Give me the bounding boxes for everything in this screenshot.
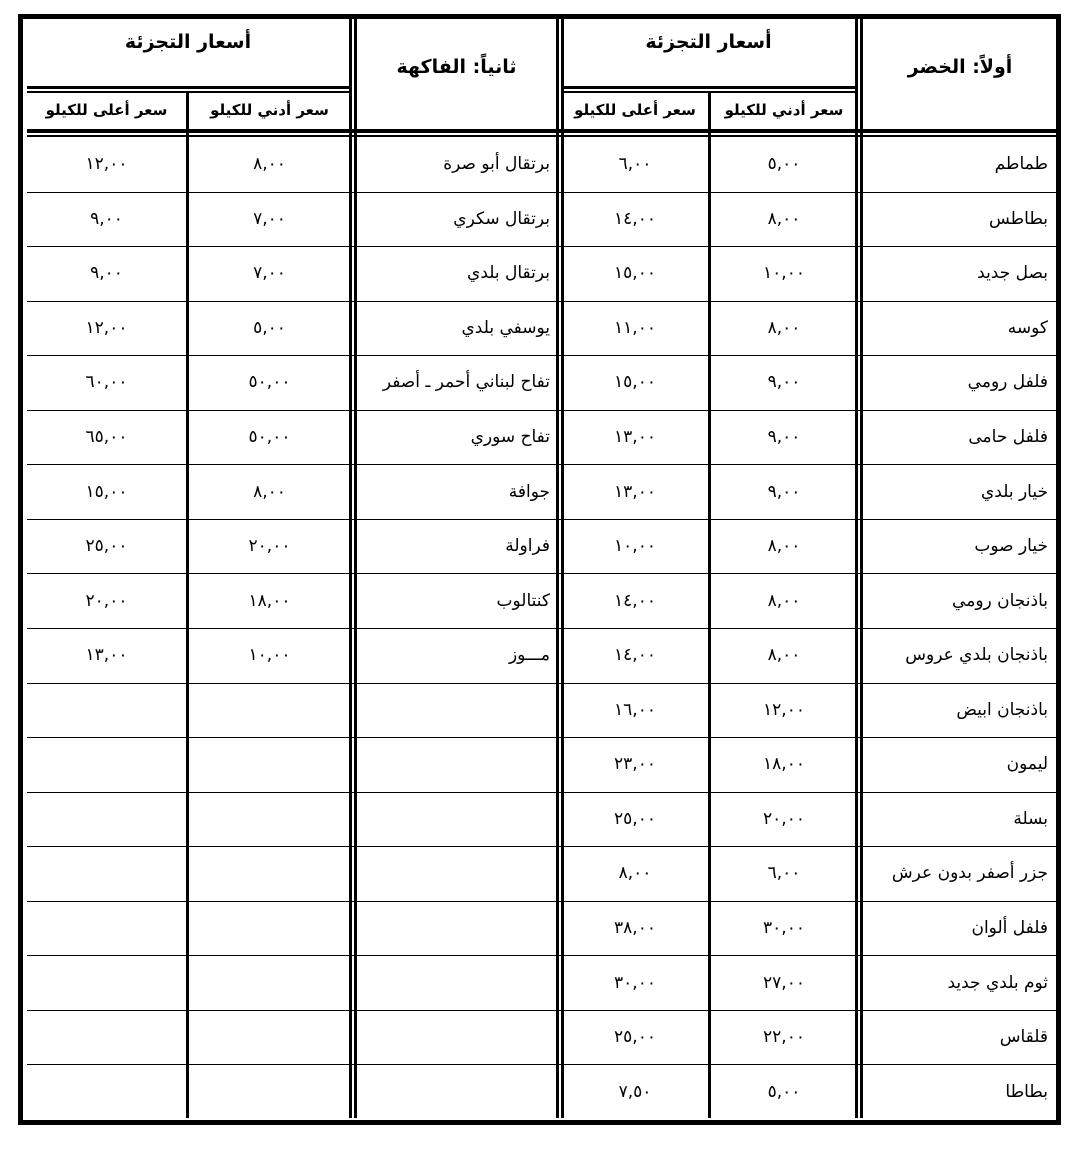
veg-name-cell: ثوم بلدي جديد [947, 972, 1048, 993]
veg-min-price: ٩,٠٠ [767, 481, 801, 502]
row-divider [27, 246, 1057, 247]
row-divider [27, 301, 1057, 302]
veg-min-price: ٨,٠٠ [767, 590, 801, 611]
column-divider [860, 19, 863, 1118]
fruit-max-price: ١٢,٠٠ [85, 154, 128, 175]
row-divider [27, 355, 1057, 356]
veg-max-price: ٦,٠٠ [618, 154, 652, 175]
veg-col-max-label: سعر أعلى للكيلو [574, 101, 696, 119]
fruit-max-price: ٩,٠٠ [90, 263, 123, 284]
veg-name-cell: بطاطا [1005, 1081, 1048, 1102]
fruit-max-price: ١٣,٠٠ [85, 645, 128, 666]
veg-name-cell: فلفل ألوان [971, 917, 1048, 938]
fruit-name-cell: تفاح لبناني أحمر ـ أصفر [382, 372, 550, 393]
fruit-name-cell: فراولة [505, 536, 550, 557]
fruit-max-price: ٦٥,٠٠ [85, 427, 128, 448]
fruit-max-price: ٩,٠٠ [90, 208, 123, 229]
veg-name-cell: بصل جديد [977, 263, 1048, 284]
veg-min-price: ٥,٠٠ [767, 1081, 801, 1102]
fruit-min-price: ٥,٠٠ [253, 317, 286, 338]
fruit-col-max-label: سعر أعلى للكيلو [45, 101, 168, 119]
row-divider [27, 464, 1057, 465]
header-rule [27, 135, 1057, 137]
veg-min-price: ٨,٠٠ [767, 536, 801, 557]
veg-max-price: ١٤,٠٠ [614, 645, 656, 666]
veg-max-price: ٢٥,٠٠ [614, 808, 656, 829]
header-rule [27, 129, 1057, 133]
fruit-min-price: ٧,٠٠ [253, 263, 286, 284]
veg-name-cell: كوسه [1007, 317, 1048, 338]
fruit-name-cell: برتقال بلدي [467, 263, 550, 284]
veg-max-price: ١٤,٠٠ [614, 590, 656, 611]
row-divider [27, 683, 1057, 684]
header-rule [562, 86, 856, 89]
fruit-min-price: ٥٠,٠٠ [248, 427, 291, 448]
fruit-group-header: أسعار التجزئة [124, 31, 252, 53]
veg-max-price: ٢٣,٠٠ [614, 754, 656, 775]
fruit-min-price: ٨,٠٠ [253, 154, 286, 175]
fruit-min-price: ٧,٠٠ [253, 208, 286, 229]
row-divider [27, 519, 1057, 520]
column-divider [349, 19, 352, 1118]
veg-name-cell: خيار بلدي [980, 481, 1048, 502]
veg-name-cell: باذنجان بلدي عروس [905, 645, 1048, 666]
veg-min-price: ٨,٠٠ [767, 208, 801, 229]
veg-max-price: ١٣,٠٠ [614, 481, 656, 502]
fruit-name-cell: يوسفي بلدي [461, 317, 550, 338]
header-rule [562, 91, 856, 93]
veg-name-cell: جزر أصفر بدون عرش [891, 863, 1048, 884]
column-divider [556, 19, 559, 1118]
veg-min-price: ٩,٠٠ [767, 427, 801, 448]
veg-max-price: ٢٥,٠٠ [614, 1027, 656, 1048]
fruit-max-price: ١٥,٠٠ [85, 481, 128, 502]
veg-name-cell: بطاطس [988, 208, 1048, 229]
veg-name-cell: ليمون [1006, 754, 1048, 775]
veg-max-price: ٣٨,٠٠ [614, 917, 656, 938]
veg-max-price: ٣٠,٠٠ [614, 972, 656, 993]
fruit-name-cell: برتقال أبو صرة [443, 154, 550, 175]
column-divider [855, 19, 858, 1118]
veg-max-price: ١١,٠٠ [614, 317, 656, 338]
fruit-max-price: ٦٠,٠٠ [85, 372, 128, 393]
fruit-name-cell: كنتالوب [496, 590, 550, 611]
fruit-min-price: ١٠,٠٠ [248, 645, 291, 666]
veg-max-price: ١٠,٠٠ [614, 536, 656, 557]
veg-group-header: أسعار التجزئة [645, 31, 772, 53]
veg-min-price: ٨,٠٠ [767, 645, 801, 666]
veg-min-price: ٨,٠٠ [767, 317, 801, 338]
header-rule [27, 91, 349, 93]
row-divider [27, 792, 1057, 793]
fruit-min-price: ٥٠,٠٠ [248, 372, 291, 393]
row-divider [27, 192, 1057, 193]
fruit-min-price: ٢٠,٠٠ [248, 536, 291, 557]
veg-min-price: ١٠,٠٠ [763, 263, 805, 284]
veg-min-price: ٦,٠٠ [767, 863, 801, 884]
fruit-name-cell: مـــوز [508, 645, 550, 666]
fruit-section-title: ثانياً: الفاكهة [396, 56, 517, 78]
row-divider [27, 955, 1057, 956]
veg-min-price: ٥,٠٠ [767, 154, 801, 175]
row-divider [27, 628, 1057, 629]
fruit-max-price: ٢٥,٠٠ [85, 536, 128, 557]
fruit-max-price: ٢٠,٠٠ [85, 590, 128, 611]
column-divider [561, 19, 564, 1118]
veg-name-cell: باذنجان رومي [952, 590, 1048, 611]
veg-max-price: ٨,٠٠ [618, 863, 652, 884]
row-divider [27, 1010, 1057, 1011]
veg-name-cell: خيار صوب [974, 536, 1048, 557]
fruit-name-cell: جوافة [508, 481, 550, 502]
veg-col-min-label: سعر أدني للكيلو [724, 101, 844, 119]
header-rule [27, 86, 349, 89]
row-divider [27, 846, 1057, 847]
veg-name-cell: فلفل رومي [967, 372, 1048, 393]
veg-min-price: ١٨,٠٠ [763, 754, 805, 775]
veg-max-price: ١٤,٠٠ [614, 208, 656, 229]
veg-name-cell: فلفل حامى [968, 427, 1048, 448]
veg-max-price: ١٦,٠٠ [614, 699, 656, 720]
fruit-max-price: ١٢,٠٠ [85, 317, 128, 338]
veg-min-price: ١٢,٠٠ [763, 699, 805, 720]
veg-max-price: ١٣,٠٠ [614, 427, 656, 448]
veg-min-price: ٢٠,٠٠ [763, 808, 805, 829]
veg-min-price: ٩,٠٠ [767, 372, 801, 393]
fruit-name-cell: تفاح سوري [470, 427, 550, 448]
veg-max-price: ١٥,٠٠ [614, 372, 656, 393]
row-divider [27, 410, 1057, 411]
fruit-col-min-label: سعر أدني للكيلو [210, 101, 329, 119]
row-divider [27, 901, 1057, 902]
row-divider [27, 573, 1057, 574]
price-table [18, 14, 1061, 1125]
veg-max-price: ٧,٥٠ [618, 1081, 652, 1102]
veg-min-price: ٢٧,٠٠ [763, 972, 805, 993]
veg-max-price: ١٥,٠٠ [614, 263, 656, 284]
column-divider [354, 19, 357, 1118]
veg-name-cell: بسلة [1013, 808, 1048, 829]
row-divider [27, 737, 1057, 738]
veg-min-price: ٢٢,٠٠ [763, 1027, 805, 1048]
fruit-min-price: ١٨,٠٠ [248, 590, 291, 611]
veg-name-cell: طماطم [994, 154, 1048, 175]
row-divider [27, 1064, 1057, 1065]
veg-min-price: ٣٠,٠٠ [763, 917, 805, 938]
veg-name-cell: قلقاس [999, 1027, 1048, 1048]
fruit-name-cell: برتقال سكري [453, 208, 550, 229]
fruit-min-price: ٨,٠٠ [253, 481, 286, 502]
veg-section-title: أولاً: الخضر [907, 56, 1013, 78]
veg-name-cell: باذنجان ابيض [956, 699, 1048, 720]
